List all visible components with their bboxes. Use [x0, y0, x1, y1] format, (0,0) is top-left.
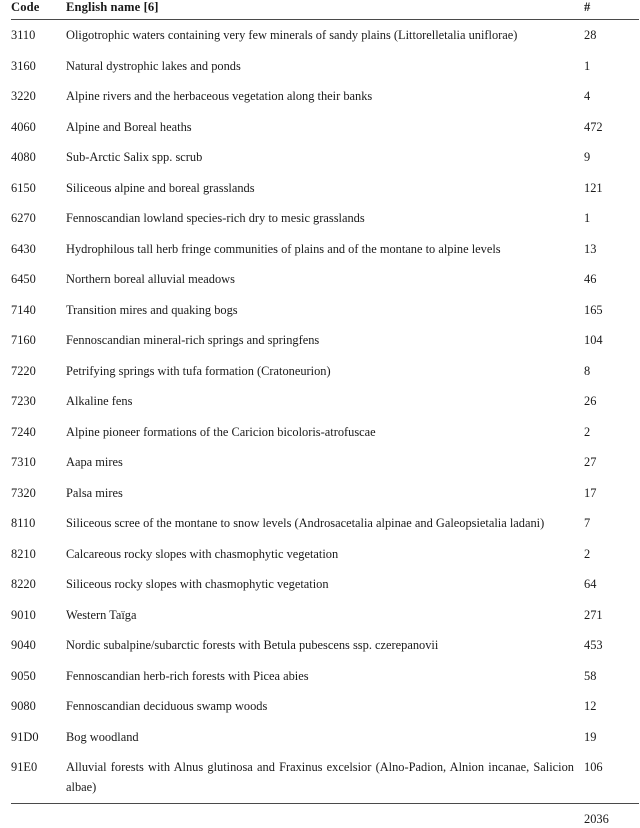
table-row [11, 142, 639, 173]
cell-habitat-name: Fennoscandian deciduous swamp woods [66, 691, 584, 722]
cell-habitat-count: 4 [584, 81, 639, 112]
table-row [11, 447, 639, 478]
table-row [11, 661, 639, 692]
table-row [11, 295, 639, 326]
cell-habitat-code: 7230 [11, 386, 66, 417]
cell-habitat-name: Fennoscandian mineral-rich springs and springfens [66, 325, 584, 356]
table-row [11, 356, 639, 387]
table-row [11, 51, 639, 82]
cell-habitat-name: Alpine and Boreal heaths [66, 112, 584, 143]
table-row [11, 722, 639, 753]
table-row [11, 20, 639, 51]
table-row [11, 539, 639, 570]
table-header [11, 0, 639, 20]
table-row [11, 234, 639, 265]
table-row [11, 630, 639, 661]
cell-habitat-count: 28 [584, 20, 639, 51]
cell-habitat-code: 6270 [11, 203, 66, 234]
total-row-code-cell [11, 803, 66, 828]
cell-habitat-code: 8210 [11, 539, 66, 570]
cell-habitat-name: Palsa mires [66, 478, 584, 509]
cell-habitat-code: 91E0 [11, 752, 66, 803]
cell-habitat-code: 4080 [11, 142, 66, 173]
column-header-english-name: English name [6] [66, 0, 584, 20]
cell-habitat-name: Aapa mires [66, 447, 584, 478]
cell-habitat-count: 104 [584, 325, 639, 356]
total-count-value: 2036 [584, 803, 639, 828]
table-row [11, 264, 639, 295]
cell-habitat-code: 7240 [11, 417, 66, 448]
cell-habitat-count: 1 [584, 51, 639, 82]
cell-habitat-code: 8220 [11, 569, 66, 600]
cell-habitat-count: 165 [584, 295, 639, 326]
cell-habitat-code: 91D0 [11, 722, 66, 753]
cell-habitat-code: 9080 [11, 691, 66, 722]
cell-habitat-name: Northern boreal alluvial meadows [66, 264, 584, 295]
cell-habitat-code: 6430 [11, 234, 66, 265]
cell-habitat-name: Fennoscandian lowland species-rich dry to mesic grasslands [66, 203, 584, 234]
cell-habitat-count: 64 [584, 569, 639, 600]
cell-habitat-name: Siliceous rocky slopes with chasmophytic vegetation [66, 569, 584, 600]
cell-habitat-count: 58 [584, 661, 639, 692]
table-row [11, 112, 639, 143]
cell-habitat-code: 7310 [11, 447, 66, 478]
table-row [11, 752, 639, 803]
table-row [11, 569, 639, 600]
cell-habitat-code: 6150 [11, 173, 66, 204]
table-row [11, 691, 639, 722]
cell-habitat-code: 8110 [11, 508, 66, 539]
cell-habitat-name: Oligotrophic waters containing very few minerals of sandy plains (Littorelletalia uniflorae) [66, 20, 584, 51]
table-row [11, 173, 639, 204]
table-row [11, 508, 639, 539]
cell-habitat-count: 2 [584, 417, 639, 448]
table-header-row [11, 0, 639, 20]
cell-habitat-count: 472 [584, 112, 639, 143]
cell-habitat-code: 9040 [11, 630, 66, 661]
cell-habitat-name: Alkaline fens [66, 386, 584, 417]
table-row [11, 386, 639, 417]
cell-habitat-count: 121 [584, 173, 639, 204]
cell-habitat-count: 13 [584, 234, 639, 265]
cell-habitat-code: 7320 [11, 478, 66, 509]
column-header-count: # [584, 0, 639, 20]
cell-habitat-count: 106 [584, 752, 639, 803]
cell-habitat-name: Alluvial forests with Alnus glutinosa and Fraxinus excelsior (Alno-Padion, Alnion incanae, Salicion albae) [66, 752, 584, 803]
cell-habitat-count: 2 [584, 539, 639, 570]
cell-habitat-count: 8 [584, 356, 639, 387]
cell-habitat-name: Sub-Arctic Salix spp. scrub [66, 142, 584, 173]
column-header-code: Code [11, 0, 66, 20]
cell-habitat-code: 3160 [11, 51, 66, 82]
table-row [11, 417, 639, 448]
cell-habitat-count: 19 [584, 722, 639, 753]
cell-habitat-name: Siliceous scree of the montane to snow levels (Androsacetalia alpinae and Galeopsietalia ladani) [66, 508, 584, 539]
table-body [11, 20, 639, 828]
cell-habitat-code: 7140 [11, 295, 66, 326]
cell-habitat-code: 7220 [11, 356, 66, 387]
cell-habitat-name: Fennoscandian herb-rich forests with Picea abies [66, 661, 584, 692]
cell-habitat-count: 46 [584, 264, 639, 295]
cell-habitat-name: Bog woodland [66, 722, 584, 753]
cell-habitat-name: Nordic subalpine/subarctic forests with Betula pubescens ssp. czerepanovii [66, 630, 584, 661]
cell-habitat-code: 3110 [11, 20, 66, 51]
cell-habitat-code: 4060 [11, 112, 66, 143]
cell-habitat-count: 7 [584, 508, 639, 539]
cell-habitat-count: 453 [584, 630, 639, 661]
cell-habitat-name: Hydrophilous tall herb fringe communities of plains and of the montane to alpine levels [66, 234, 584, 265]
table-row [11, 600, 639, 631]
table-row [11, 203, 639, 234]
cell-habitat-code: 9010 [11, 600, 66, 631]
table-total-row [11, 803, 639, 828]
cell-habitat-name: Alpine rivers and the herbaceous vegetation along their banks [66, 81, 584, 112]
cell-habitat-count: 26 [584, 386, 639, 417]
table-row [11, 478, 639, 509]
cell-habitat-count: 17 [584, 478, 639, 509]
cell-habitat-count: 12 [584, 691, 639, 722]
cell-habitat-code: 3220 [11, 81, 66, 112]
cell-habitat-count: 271 [584, 600, 639, 631]
cell-habitat-code: 9050 [11, 661, 66, 692]
cell-habitat-count: 27 [584, 447, 639, 478]
cell-habitat-name: Calcareous rocky slopes with chasmophytic vegetation [66, 539, 584, 570]
cell-habitat-name: Western Taïga [66, 600, 584, 631]
cell-habitat-name: Natural dystrophic lakes and ponds [66, 51, 584, 82]
cell-habitat-name: Petrifying springs with tufa formation (Cratoneurion) [66, 356, 584, 387]
cell-habitat-count: 1 [584, 203, 639, 234]
table-row [11, 81, 639, 112]
cell-habitat-code: 7160 [11, 325, 66, 356]
cell-habitat-name: Siliceous alpine and boreal grasslands [66, 173, 584, 204]
total-row-name-cell [66, 803, 584, 828]
cell-habitat-name: Transition mires and quaking bogs [66, 295, 584, 326]
cell-habitat-code: 6450 [11, 264, 66, 295]
table-row [11, 325, 639, 356]
cell-habitat-name: Alpine pioneer formations of the Caricion bicoloris-atrofuscae [66, 417, 584, 448]
cell-habitat-count: 9 [584, 142, 639, 173]
